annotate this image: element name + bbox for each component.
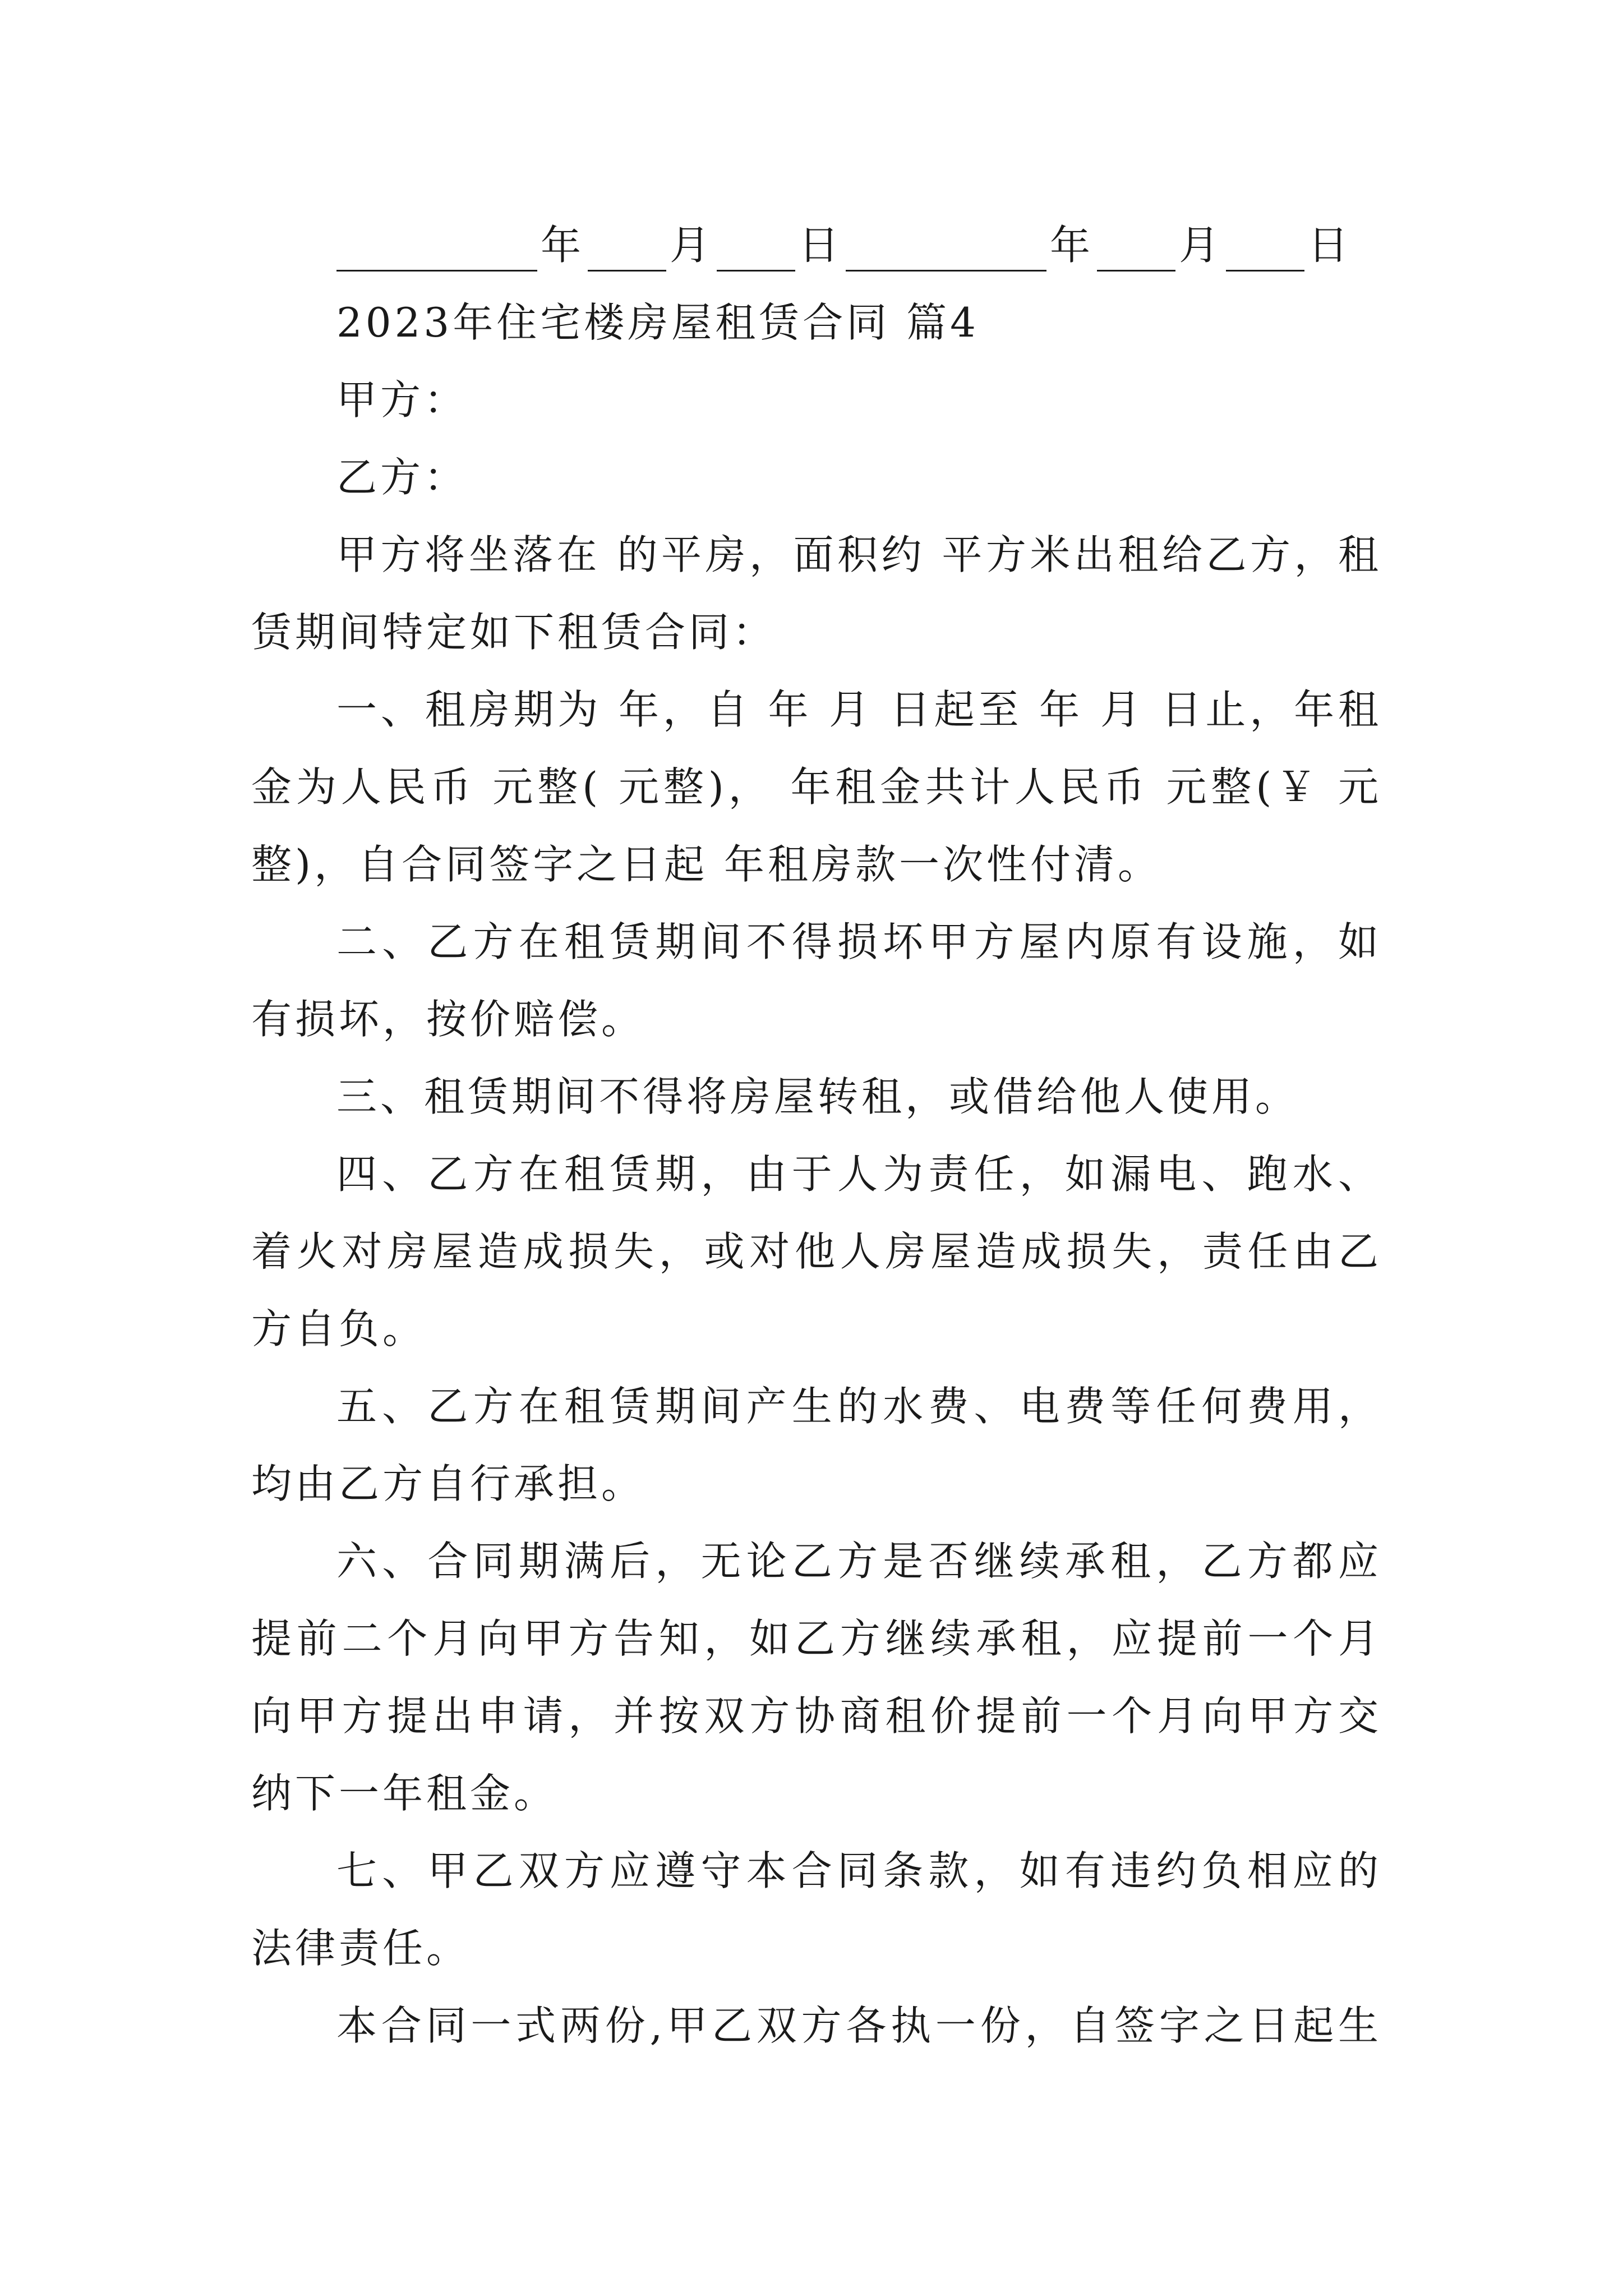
clause-3: 三、租赁期间不得将房屋转租，或借给他人使用。 — [336, 1073, 1299, 1120]
clause-4: 四、乙方在租赁期，由于人为责任，如漏电、跑水、着火对房屋造成损失，或对他人房屋造成损失，责任由乙方自负。 — [251, 1151, 1382, 1352]
clause-5: 五、乙方在租赁期间产生的水费、电费等任何费用，均由乙方自行承担。 — [251, 1383, 1382, 1507]
date-unit-year: 年 — [1050, 222, 1094, 269]
clause-6: 六、合同期满后，无论乙方是否继续承租，乙方都应提前二个月向甲方告知，如乙方继续承租，应提前一个月向甲方提出申请，并按双方协商租价提前一个月向甲方交纳下一年租金。 — [251, 1538, 1382, 1817]
date-unit-day: 日 — [1308, 222, 1352, 269]
year-blank — [336, 225, 537, 272]
month-blank — [588, 225, 666, 272]
date-unit-day: 日 — [799, 222, 843, 269]
date-unit-year: 年 — [541, 222, 585, 269]
year-blank — [846, 225, 1046, 272]
day-blank — [717, 225, 795, 272]
date-unit-month: 月 — [1179, 222, 1223, 269]
date-unit-month: 月 — [670, 222, 714, 269]
clause-7: 七、甲乙双方应遵守本合同条款，如有违约负相应的法律责任。 — [251, 1847, 1382, 1972]
contract-title: 2023年住宅楼房屋租赁合同 篇4 — [336, 299, 979, 346]
intro-paragraph: 甲方将坐落在 的平房，面积约 平方米出租给乙方，租赁期间特定如下租赁合同： — [251, 531, 1382, 656]
day-blank — [1226, 225, 1304, 272]
clause-2: 二、乙方在租赁期间不得损坏甲方屋内原有设施，如有损坏，按价赔偿。 — [251, 918, 1382, 1043]
month-blank — [1097, 225, 1175, 272]
clause-1: 一、租房期为 年，自 年 月 日起至 年 月 日止，年租金为人民币 元整( 元整)， 年租金共计人民币 元整(￥ 元整)，自合同签字之日起 年租房款一次性付清。 — [251, 686, 1382, 888]
closing-paragraph: 本合同一式两份,甲乙双方各执一份，自签字之日起生 — [336, 2002, 1382, 2049]
document-body — [251, 206, 1382, 2064]
signature-date-line — [251, 206, 1382, 284]
party-b-label: 乙方： — [336, 454, 468, 501]
party-a-label: 甲方： — [336, 376, 468, 424]
